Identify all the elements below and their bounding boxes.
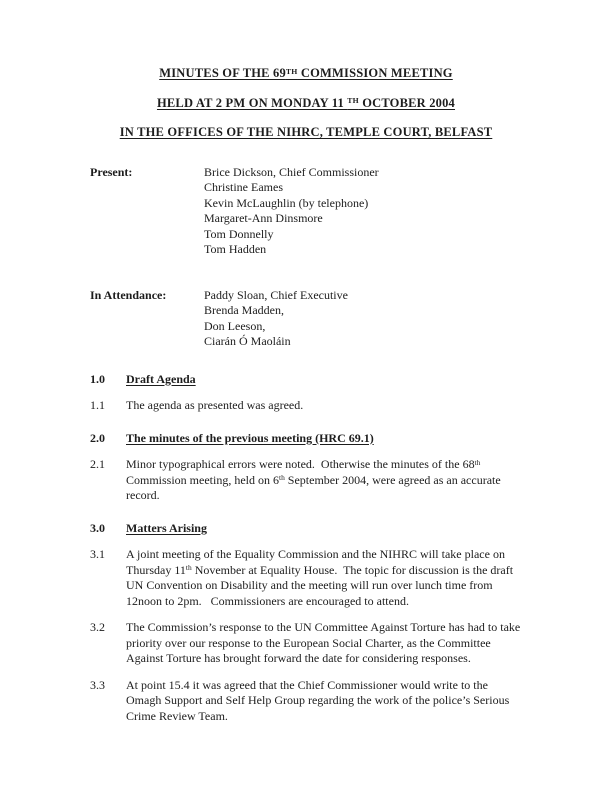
item-text: Minor typographical errors were noted. Otherwise the minutes of the 68th Commission meeting, held on 6th September 2004, were agreed as an accurate record. <box>126 457 504 502</box>
present-name: Brice Dickson, Chief Commissioner <box>204 164 379 179</box>
attendance-name: Brenda Madden, <box>204 303 284 317</box>
item-1-1 <box>90 398 522 414</box>
present-label: Present: <box>90 164 133 179</box>
in-attendance-names <box>204 288 522 350</box>
section-1 <box>90 372 522 414</box>
section-heading-2-0 <box>90 431 522 447</box>
in-attendance-section <box>90 288 522 350</box>
attendance-name: Don Leeson, <box>204 318 266 333</box>
present-name: Kevin McLaughlin (by telephone) <box>204 195 369 210</box>
item-text: At point 15.4 it was agreed that the Chief Commissioner would write to the Omagh Support and Self Help Group regarding the work of the police’s Serious Crime Review Team. <box>126 677 513 723</box>
present-name: Tom Hadden <box>204 242 267 256</box>
item-text: The Commission’s response to the UN Committee Against Torture has had to take priority over our response to the European Social Charter, as the Committee Against Torture has brought forward the date for considering responses. <box>126 620 524 665</box>
section-title: Draft Agenda <box>126 371 196 386</box>
section-3 <box>90 521 522 725</box>
section-heading-3-0 <box>90 521 522 537</box>
item-number: 3.2 <box>90 620 105 634</box>
section-2 <box>90 431 522 504</box>
item-3-1 <box>90 547 522 609</box>
section-number: 3.0 <box>90 520 105 535</box>
item-number: 3.3 <box>90 677 105 692</box>
section-heading-1-0 <box>90 372 522 388</box>
present-name: Christine Eames <box>204 180 283 194</box>
present-names <box>204 165 522 258</box>
item-number: 3.1 <box>90 547 105 561</box>
item-3-3 <box>90 678 522 725</box>
section-title: The minutes of the previous meeting (HRC 69.1) <box>126 430 374 445</box>
present-name: Tom Donnelly <box>204 226 274 241</box>
title-line-1: MINUTES OF THE 69TH COMMISSION MEETING <box>159 66 453 80</box>
item-3-2 <box>90 620 522 667</box>
title-line-3: IN THE OFFICES OF THE NIHRC, TEMPLE COURT, BELFAST <box>119 125 493 139</box>
item-text: A joint meeting of the Equality Commission and the NIHRC will take place on Thursday 11th November at Equality House. The topic for discussion is the draft UN Convention on Disability and the meeting will run over lunch time from 12noon to 2pm. Commissioners are encouraged to attend. <box>126 547 517 608</box>
present-section <box>90 165 522 258</box>
item-2-1 <box>90 457 522 504</box>
item-number: 1.1 <box>90 398 105 412</box>
attendance-name: Ciarán Ó Maoláin <box>204 334 291 348</box>
attendance-name: Paddy Sloan, Chief Executive <box>204 287 348 302</box>
present-name: Margaret-Ann Dinsmore <box>204 211 323 225</box>
section-title: Matters Arising <box>126 520 207 535</box>
section-number: 1.0 <box>90 371 105 386</box>
in-attendance-label: In Attendance: <box>90 287 167 302</box>
item-text: The agenda as presented was agreed. <box>126 398 304 412</box>
title-line-2: HELD AT 2 PM ON MONDAY 11 $^{TH}$ OCTOBER 2004 <box>156 95 456 110</box>
section-number: 2.0 <box>90 430 105 445</box>
document-title-block <box>90 66 522 141</box>
item-number: 2.1 <box>90 457 105 471</box>
